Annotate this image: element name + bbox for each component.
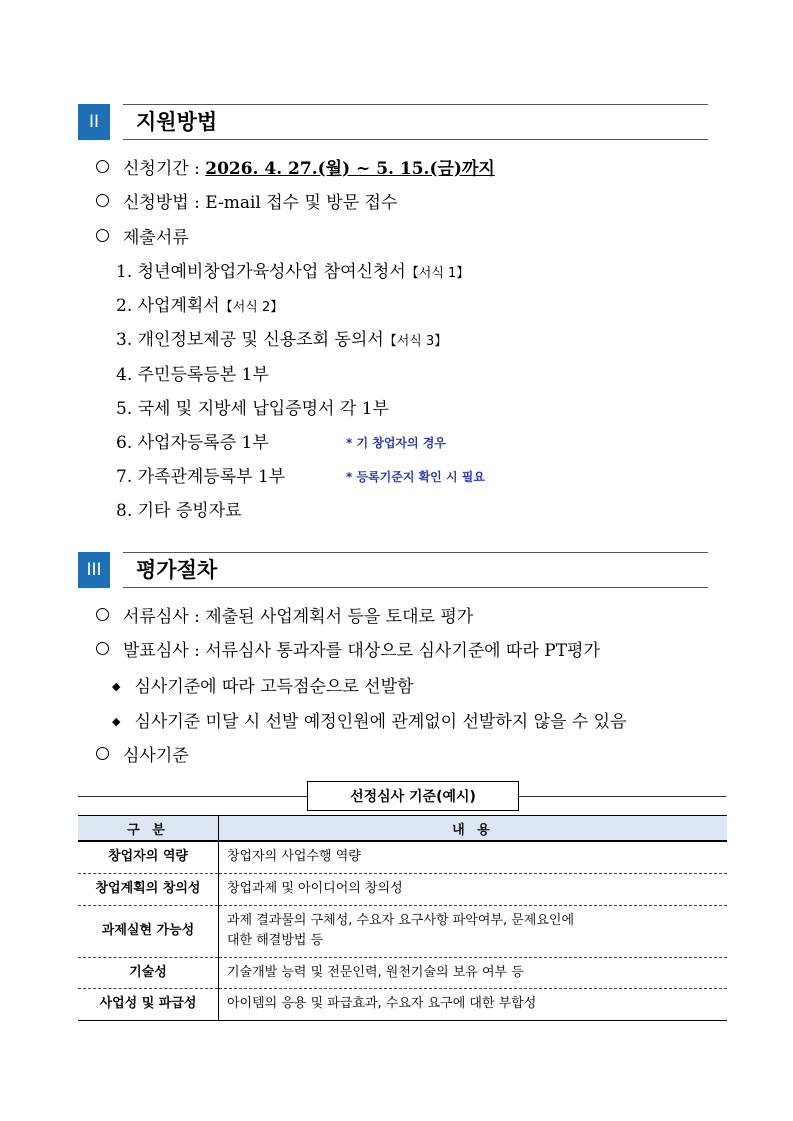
item-criteria: 심사기준 xyxy=(96,745,189,767)
diamond-bullet-icon: ◆ xyxy=(112,680,121,693)
document-item-7: 7. 가족관계등록부 1부 xyxy=(116,467,286,487)
document-note-7: * 등록기준지 확인 시 필요 xyxy=(346,470,485,484)
bullet-selection-rule-2: ◆ 심사기준 미달 시 선발 예정인원에 관계없이 선발하지 않을 수 있음 xyxy=(112,712,627,732)
bullet-selection-rule-1: ◆ 심사기준에 따라 고득점순으로 선발함 xyxy=(112,677,414,697)
table-row xyxy=(78,988,727,1020)
hollow-circle-icon xyxy=(96,608,109,621)
application-period-value: 2026. 4. 27.(월) ~ 5. 15.(금)까지 xyxy=(205,159,495,179)
row-value: 기술개발 능력 및 전문인력, 원천기술의 보유 여부 등 xyxy=(219,957,728,988)
row-key: 기술성 xyxy=(78,957,219,988)
section-header-support-method xyxy=(78,104,708,140)
document-item-2: 2. 사업계획서【서식 2】 xyxy=(116,296,284,316)
document-item-3: 3. 개인정보제공 및 신용조회 동의서【서식 3】 xyxy=(116,330,448,350)
section-title: 평가절차 xyxy=(136,558,218,582)
row-value: 창업자의 사업수행 역량 xyxy=(219,841,728,873)
hollow-circle-icon xyxy=(96,229,109,242)
header-content: 내 용 xyxy=(219,816,728,842)
section-number-badge: II xyxy=(78,104,110,140)
item-application-method: 신청방법 : E-mail 접수 및 방문 접수 xyxy=(96,192,397,214)
item-required-documents: 제출서류 xyxy=(96,227,189,249)
row-value: 아이템의 응용 및 파급효과, 수요자 요구에 대한 부합성 xyxy=(219,988,728,1020)
row-key: 창업자의 역량 xyxy=(78,841,219,873)
item-presentation-review: 발표심사 : 서류심사 통과자를 대상으로 심사기준에 따라 PT평가 xyxy=(96,640,600,662)
section-header-evaluation xyxy=(78,552,708,588)
document-item-8: 8. 기타 증빙자료 xyxy=(116,501,242,521)
row-key: 과제실현 가능성 xyxy=(78,905,219,957)
row-key: 창업계획의 창의성 xyxy=(78,873,219,905)
criteria-table xyxy=(78,815,727,1021)
table-caption: 선정심사 기준(예시) xyxy=(307,781,519,811)
section-title: 지원방법 xyxy=(136,110,218,134)
document-item-4: 4. 주민등록등본 1부 xyxy=(116,365,269,385)
row-key: 사업성 및 파급성 xyxy=(78,988,219,1020)
section-number-badge: III xyxy=(78,552,110,588)
diamond-bullet-icon: ◆ xyxy=(112,715,121,728)
document-note-6: * 기 창업자의 경우 xyxy=(346,436,446,450)
item-application-period: 신청기간 : 2026. 4. 27.(월) ~ 5. 15.(금)까지 xyxy=(96,158,495,180)
document-item-5: 5. 국세 및 지방세 납입증명서 각 1부 xyxy=(116,399,389,419)
hollow-circle-icon xyxy=(96,747,109,760)
hollow-circle-icon xyxy=(96,642,109,655)
document-item-6: 6. 사업자등록증 1부 xyxy=(116,433,269,453)
table-caption-bar xyxy=(78,781,726,811)
table-row xyxy=(78,841,727,873)
row-value: 창업과제 및 아이디어의 창의성 xyxy=(219,873,728,905)
row-value: 과제 결과물의 구체성, 수요자 요구사항 파악여부, 문제요인에 대한 해결방법 등 xyxy=(219,905,728,957)
document-item-1: 1. 청년예비창업가육성사업 참여신청서【서식 1】 xyxy=(116,262,470,282)
table-row xyxy=(78,957,727,988)
table-row xyxy=(78,873,727,905)
hollow-circle-icon xyxy=(96,160,109,173)
table-header-row xyxy=(78,816,727,842)
header-category: 구 분 xyxy=(78,816,219,842)
item-document-review: 서류심사 : 제출된 사업계획서 등을 토대로 평가 xyxy=(96,606,473,628)
table-row xyxy=(78,905,727,957)
hollow-circle-icon xyxy=(96,194,109,207)
